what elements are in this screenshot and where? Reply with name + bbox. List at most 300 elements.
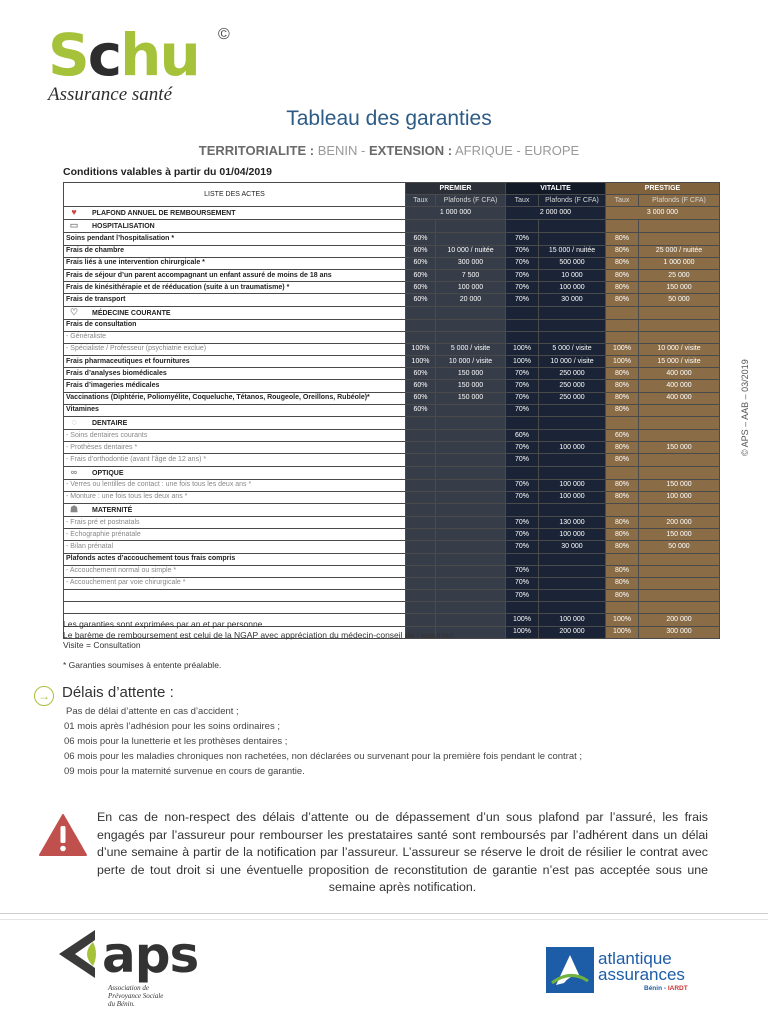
table-row xyxy=(64,541,720,553)
row-label: Frais liés à une intervention chirurgicale * xyxy=(64,257,406,269)
plafond-cell xyxy=(539,417,606,430)
plafond-cell xyxy=(639,430,720,442)
note-line: Visite = Consultation xyxy=(63,640,141,650)
section-label: ♡ MÉDECINE COURANTE xyxy=(64,306,406,319)
plafond-cell: 400 000 xyxy=(639,392,720,404)
taux-cell: 100% xyxy=(606,356,639,368)
plafond-cell xyxy=(539,590,606,602)
plafond-cell: 100 000 xyxy=(539,614,606,626)
taux-cell: 100% xyxy=(506,343,539,355)
row-label: - Soins dentaires courants xyxy=(64,430,406,442)
taux-cell: 60% xyxy=(406,282,436,294)
plafond-cell xyxy=(539,454,606,466)
taux-cell xyxy=(406,553,436,565)
taux-cell: 60% xyxy=(406,404,436,416)
plafond-cell: 20 000 xyxy=(436,294,506,306)
taux-cell xyxy=(606,319,639,331)
plafond-cell: 100 000 xyxy=(539,442,606,454)
plafond-premier: 1 000 000 xyxy=(406,207,506,220)
table-row xyxy=(64,356,720,368)
plafond-cell: 150 000 xyxy=(639,479,720,491)
taux-cell: 70% xyxy=(506,294,539,306)
taux-cell: 80% xyxy=(606,282,639,294)
taux-cell: 100% xyxy=(606,626,639,638)
taux-cell: 60% xyxy=(406,380,436,392)
table-row xyxy=(64,319,720,331)
taux-cell xyxy=(506,503,539,516)
taux-cell: 60% xyxy=(406,257,436,269)
plafond-cell xyxy=(539,466,606,479)
plafond-cell xyxy=(539,553,606,565)
taux-cell xyxy=(406,577,436,589)
plafond-cell: 1 000 000 xyxy=(639,257,720,269)
plafond-cell xyxy=(436,454,506,466)
table-row xyxy=(64,257,720,269)
stroller-icon: ☗ xyxy=(69,503,79,514)
plafond-cell: 150 000 xyxy=(436,380,506,392)
plafond-cell: 150 000 xyxy=(436,368,506,380)
row-label: - Généraliste xyxy=(64,331,406,343)
plafond-cell xyxy=(639,553,720,565)
guarantees-table xyxy=(63,182,720,639)
section-row xyxy=(64,466,720,479)
row-label: Frais d’analyses biomédicales xyxy=(64,368,406,380)
delais-item: 01 mois après l’adhésion pour les soins ordinaires ; xyxy=(64,721,280,732)
notes xyxy=(63,619,455,651)
plafond-cell xyxy=(539,404,606,416)
table-row xyxy=(64,479,720,491)
taux-cell xyxy=(606,417,639,430)
taux-cell: 70% xyxy=(506,245,539,257)
taux-cell xyxy=(506,319,539,331)
taux-cell xyxy=(406,454,436,466)
taux-cell: 100% xyxy=(506,614,539,626)
plafond-cell xyxy=(639,331,720,343)
list-header: LISTE DES ACTES xyxy=(64,183,406,207)
logo-subtitle: Assurance santé xyxy=(48,84,173,105)
table-row xyxy=(64,602,720,614)
page-title: Tableau des garanties xyxy=(286,107,492,130)
plafond-cell: 10 000 / visite xyxy=(539,356,606,368)
plafond-vitalite: 2 000 000 xyxy=(506,207,606,220)
plafond-cell xyxy=(436,577,506,589)
subheader-taux: Taux xyxy=(506,195,539,207)
table-row xyxy=(64,590,720,602)
plafond-cell xyxy=(539,602,606,614)
plafond-cell xyxy=(639,466,720,479)
subheader-taux: Taux xyxy=(606,195,639,207)
plafond-cell xyxy=(436,466,506,479)
taux-cell: 80% xyxy=(606,269,639,281)
table-row xyxy=(64,553,720,565)
plafond-cell: 25 000 xyxy=(639,269,720,281)
taux-cell: 80% xyxy=(606,404,639,416)
taux-cell: 80% xyxy=(606,516,639,528)
taux-cell xyxy=(506,417,539,430)
taux-cell: 80% xyxy=(606,454,639,466)
subheader-plafonds: Plafonds (F CFA) xyxy=(539,195,606,207)
plafond-cell xyxy=(639,565,720,577)
plafond-cell: 10 000 / nuitée xyxy=(436,245,506,257)
delais-item: 09 mois pour la maternité survenue en cours de garantie. xyxy=(64,766,305,777)
taux-cell xyxy=(406,331,436,343)
row-label: - Spécialiste / Professeur (psychiatrie exclue) xyxy=(64,343,406,355)
plafond-cell xyxy=(639,417,720,430)
taux-cell xyxy=(606,602,639,614)
row-label: Frais de chambre xyxy=(64,245,406,257)
plafond-cell xyxy=(436,220,506,233)
taux-cell: 70% xyxy=(506,529,539,541)
plan-header-premier: PREMIER xyxy=(406,183,506,195)
plafond-cell xyxy=(639,233,720,245)
side-copyright: © APS – AAB – 03/2019 xyxy=(740,359,750,456)
section-label: ▭ HOSPITALISATION xyxy=(64,220,406,233)
aps-wordmark: aps xyxy=(102,926,199,984)
table-row xyxy=(64,565,720,577)
taux-cell: 80% xyxy=(606,565,639,577)
row-label: Frais d’imageries médicales xyxy=(64,380,406,392)
note-line: Les garanties sont exprimées par an et par personne. xyxy=(63,619,265,629)
note-line: Le barème de remboursement est celui de la NGAP avec appréciation du médecin-conseil de l’assureur. xyxy=(63,629,456,640)
taux-cell xyxy=(606,331,639,343)
plafond-cell xyxy=(539,306,606,319)
plafond-cell: 250 000 xyxy=(539,368,606,380)
plafond-cell: 300 000 xyxy=(436,257,506,269)
plafond-cell: 200 000 xyxy=(639,614,720,626)
section-label: ∞ OPTIQUE xyxy=(64,466,406,479)
taux-cell xyxy=(606,553,639,565)
taux-cell: 70% xyxy=(506,479,539,491)
plafond-cell xyxy=(436,479,506,491)
delais-item: 06 mois pour la lunetterie et les prothèses dentaires ; xyxy=(64,736,288,747)
plafond-cell xyxy=(436,306,506,319)
delais-title: Délais d’attente : xyxy=(62,684,174,701)
bed-icon: ▭ xyxy=(69,220,79,231)
taux-cell xyxy=(406,503,436,516)
taux-cell: 80% xyxy=(606,529,639,541)
row-label: Plafonds actes d’accouchement tous frais compris xyxy=(64,553,406,565)
taux-cell: 80% xyxy=(606,577,639,589)
plafond-cell xyxy=(639,319,720,331)
plafond-cell xyxy=(539,331,606,343)
taux-cell: 80% xyxy=(606,392,639,404)
table-row xyxy=(64,282,720,294)
taux-cell xyxy=(406,565,436,577)
taux-cell: 100% xyxy=(506,356,539,368)
plafond-cell: 250 000 xyxy=(539,380,606,392)
section-row xyxy=(64,220,720,233)
row-label: Frais pharmaceutiques et fournitures xyxy=(64,356,406,368)
taux-cell: 80% xyxy=(606,541,639,553)
taux-cell: 70% xyxy=(506,541,539,553)
table-row xyxy=(64,233,720,245)
warning-icon xyxy=(38,813,88,857)
glasses-icon: ∞ xyxy=(70,466,78,477)
footnote: * Garanties soumises à entente préalable. xyxy=(63,660,222,670)
taux-cell: 70% xyxy=(506,565,539,577)
plafond-cell xyxy=(639,220,720,233)
taux-cell xyxy=(406,602,436,614)
section-label: ◌ DENTAIRE xyxy=(64,417,406,430)
taux-cell xyxy=(606,220,639,233)
plafond-cell xyxy=(436,516,506,528)
plafond-cell xyxy=(436,553,506,565)
aps-emblem-icon xyxy=(55,928,101,980)
plafond-cell xyxy=(436,404,506,416)
plafond-cell xyxy=(639,590,720,602)
plafond-cell: 30 000 xyxy=(539,541,606,553)
table-row xyxy=(64,404,720,416)
taux-cell xyxy=(406,306,436,319)
subheader-taux: Taux xyxy=(406,195,436,207)
plafond-cell: 100 000 xyxy=(436,282,506,294)
row-label: - Prothèses dentaires * xyxy=(64,442,406,454)
row-label xyxy=(64,602,406,614)
taux-cell xyxy=(406,491,436,503)
plafond-cell: 150 000 xyxy=(436,392,506,404)
taux-cell xyxy=(406,417,436,430)
logo-wordmark: Schu xyxy=(48,21,199,89)
plafond-cell: 7 500 xyxy=(436,269,506,281)
plafond-cell: 50 000 xyxy=(639,541,720,553)
taux-cell: 60% xyxy=(406,245,436,257)
taux-cell xyxy=(606,466,639,479)
taux-cell: 70% xyxy=(506,392,539,404)
table-row xyxy=(64,516,720,528)
row-label: - Bilan prénatal xyxy=(64,541,406,553)
taux-cell: 60% xyxy=(406,392,436,404)
taux-cell: 70% xyxy=(506,404,539,416)
taux-cell xyxy=(506,466,539,479)
row-label xyxy=(64,590,406,602)
plafond-cell: 150 000 xyxy=(639,529,720,541)
row-label: - Accouchement normal ou simple * xyxy=(64,565,406,577)
plafond-cell: 400 000 xyxy=(639,368,720,380)
copyright-mark: © xyxy=(218,26,230,43)
arrow-right-icon: → xyxy=(34,686,54,706)
plafond-prestige: 3 000 000 xyxy=(606,207,720,220)
plafond-cell xyxy=(436,529,506,541)
plafond-cell: 500 000 xyxy=(539,257,606,269)
row-label: Frais de séjour d’un parent accompagnant un enfant assuré de moins de 18 ans xyxy=(64,269,406,281)
taux-cell: 100% xyxy=(606,614,639,626)
taux-cell: 80% xyxy=(606,442,639,454)
plafond-cell: 5 000 / visite xyxy=(539,343,606,355)
taux-cell: 60% xyxy=(406,233,436,245)
taux-cell xyxy=(406,442,436,454)
plafond-cell xyxy=(436,541,506,553)
table-row xyxy=(64,442,720,454)
plafond-cell xyxy=(539,577,606,589)
atlantique-subtitle: Bénin - IARDT xyxy=(644,985,688,992)
taux-cell xyxy=(406,529,436,541)
table-row xyxy=(64,294,720,306)
table-row xyxy=(64,368,720,380)
taux-cell xyxy=(406,590,436,602)
plafond-cell xyxy=(436,602,506,614)
plafond-cell xyxy=(436,503,506,516)
taux-cell: 70% xyxy=(506,590,539,602)
delais-list xyxy=(64,704,582,779)
taux-cell xyxy=(406,516,436,528)
plafond-cell xyxy=(436,430,506,442)
plafond-cell: 400 000 xyxy=(639,380,720,392)
row-label: - Frais pré et postnatals xyxy=(64,516,406,528)
taux-cell xyxy=(406,220,436,233)
taux-cell: 70% xyxy=(506,491,539,503)
taux-cell: 60% xyxy=(406,294,436,306)
plafond-cell: 30 000 xyxy=(539,294,606,306)
subheader-plafonds: Plafonds (F CFA) xyxy=(436,195,506,207)
plan-header-vitalite: VITALITE xyxy=(506,183,606,195)
table-row xyxy=(64,529,720,541)
table-row xyxy=(64,343,720,355)
plafond-cell: 150 000 xyxy=(639,282,720,294)
taux-cell: 70% xyxy=(506,257,539,269)
warning-text: En cas de non-respect des délais d’attente ou de dépassement d’un sous plafond par l’assuré, les frais engagés par l’assureur pour rembourser les prestataires santé sont remboursés par l’adhérent dans un délai d’une semaine à partir de la notification par l’assureur. L’assureur se réserve le droit de résilier le contrat avec perte de tout droit si une éventuelle proposition de reconstitution de garantie n’est pas acceptée sous une semaine après notification. xyxy=(97,810,708,895)
plafond-cell: 50 000 xyxy=(639,294,720,306)
plafond-cell xyxy=(436,565,506,577)
row-label: - Monture : une fois tous les deux ans * xyxy=(64,491,406,503)
table-row xyxy=(64,331,720,343)
row-label: Soins pendant l’hospitalisation * xyxy=(64,233,406,245)
row-label: Frais de transport xyxy=(64,294,406,306)
plafond-cell: 100 000 xyxy=(539,282,606,294)
conditions-date: Conditions valables à partir du 01/04/2019 xyxy=(63,166,272,178)
footer-divider xyxy=(0,919,768,920)
table-row xyxy=(64,269,720,281)
plafond-cell xyxy=(539,319,606,331)
taux-cell: 70% xyxy=(506,282,539,294)
taux-cell: 70% xyxy=(506,516,539,528)
taux-cell: 80% xyxy=(606,368,639,380)
aps-subtitle: Association de Prévoyance Sociale du Bénin. xyxy=(108,984,164,1008)
taux-cell: 70% xyxy=(506,454,539,466)
plafond-cell: 130 000 xyxy=(539,516,606,528)
plafond-cell xyxy=(436,590,506,602)
plafond-cell xyxy=(639,577,720,589)
plafond-annuel-row: ♥ PLAFOND ANNUEL DE REMBOURSEMENT xyxy=(64,207,406,220)
plafond-cell: 200 000 xyxy=(639,516,720,528)
taux-cell xyxy=(506,331,539,343)
taux-cell: 100% xyxy=(506,626,539,638)
taux-cell xyxy=(506,220,539,233)
row-label: Frais de kinésithérapie et de rééducation (suite à un traumatisme) * xyxy=(64,282,406,294)
row-label: - Verres ou lentilles de contact : une fois tous les deux ans * xyxy=(64,479,406,491)
plafond-cell xyxy=(436,331,506,343)
section-row xyxy=(64,503,720,516)
table-row xyxy=(64,577,720,589)
taux-cell: 70% xyxy=(506,442,539,454)
row-label: - Echographie prénatale xyxy=(64,529,406,541)
plafond-cell: 15 000 / nuitée xyxy=(539,245,606,257)
plafond-cell xyxy=(539,565,606,577)
taux-cell xyxy=(406,430,436,442)
plafond-cell: 15 000 / visite xyxy=(639,356,720,368)
taux-cell xyxy=(406,466,436,479)
atlantique-emblem-icon xyxy=(546,947,594,993)
plafond-cell xyxy=(639,503,720,516)
plafond-cell xyxy=(436,319,506,331)
taux-cell xyxy=(506,306,539,319)
plafond-cell xyxy=(436,442,506,454)
footer-divider xyxy=(0,913,768,914)
table-row xyxy=(64,392,720,404)
taux-cell xyxy=(606,503,639,516)
taux-cell: 60% xyxy=(406,269,436,281)
taux-cell: 80% xyxy=(606,245,639,257)
plafond-cell: 300 000 xyxy=(639,626,720,638)
taux-cell: 80% xyxy=(606,233,639,245)
plafond-cell: 10 000 xyxy=(539,269,606,281)
plafond-cell: 5 000 / visite xyxy=(436,343,506,355)
stethoscope-icon: ♡ xyxy=(69,306,79,317)
taux-cell xyxy=(506,553,539,565)
row-label: Frais de consultation xyxy=(64,319,406,331)
plafond-cell: 150 000 xyxy=(639,442,720,454)
table-row xyxy=(64,491,720,503)
plafond-cell xyxy=(436,491,506,503)
subheader-plafonds: Plafonds (F CFA) xyxy=(639,195,720,207)
delais-item: Pas de délai d’attente en cas d’accident ; xyxy=(66,706,239,717)
atlantique-wordmark: atlantique assurances xyxy=(598,949,685,984)
plafond-cell: 10 000 / visite xyxy=(436,356,506,368)
row-label: Vaccinations (Diphtérie, Poliomyélite, Coqueluche, Tétanos, Rougeole, Oreillons, Rubéole)* xyxy=(64,392,406,404)
taux-cell: 100% xyxy=(606,343,639,355)
taux-cell: 80% xyxy=(606,479,639,491)
table-row xyxy=(64,380,720,392)
taux-cell: 80% xyxy=(606,294,639,306)
taux-cell: 80% xyxy=(606,590,639,602)
taux-cell xyxy=(406,479,436,491)
plafond-cell: 10 000 / visite xyxy=(639,343,720,355)
taux-cell: 80% xyxy=(606,257,639,269)
taux-cell: 70% xyxy=(506,368,539,380)
taux-cell xyxy=(406,319,436,331)
plafond-cell xyxy=(539,503,606,516)
plafond-cell xyxy=(639,602,720,614)
section-row xyxy=(64,417,720,430)
table-row xyxy=(64,454,720,466)
heart-hand-icon: ♥ xyxy=(71,207,77,218)
aps-logo xyxy=(55,926,199,1008)
plafond-cell xyxy=(436,233,506,245)
plafond-cell xyxy=(539,220,606,233)
section-label: ☗ MATERNITÉ xyxy=(64,503,406,516)
plafond-cell: 250 000 xyxy=(539,392,606,404)
plafond-cell xyxy=(539,233,606,245)
taux-cell xyxy=(606,306,639,319)
taux-cell: 100% xyxy=(406,356,436,368)
plafond-cell: 100 000 xyxy=(539,529,606,541)
taux-cell: 70% xyxy=(506,380,539,392)
plafond-cell xyxy=(639,454,720,466)
taux-cell: 60% xyxy=(606,430,639,442)
plafond-cell xyxy=(639,306,720,319)
plan-header-prestige: PRESTIGE xyxy=(606,183,720,195)
plafond-cell xyxy=(539,430,606,442)
taux-cell: 60% xyxy=(406,368,436,380)
table-row xyxy=(64,430,720,442)
row-label: - Frais d’orthodontie (avant l’âge de 12 ans) * xyxy=(64,454,406,466)
sohu-logo xyxy=(48,21,230,106)
plafond-cell: 25 000 / nuitée xyxy=(639,245,720,257)
plafond-cell: 100 000 xyxy=(539,479,606,491)
row-label: Vitamines xyxy=(64,404,406,416)
plafond-cell: 100 000 xyxy=(639,491,720,503)
taux-cell xyxy=(506,602,539,614)
plafond-cell xyxy=(436,417,506,430)
